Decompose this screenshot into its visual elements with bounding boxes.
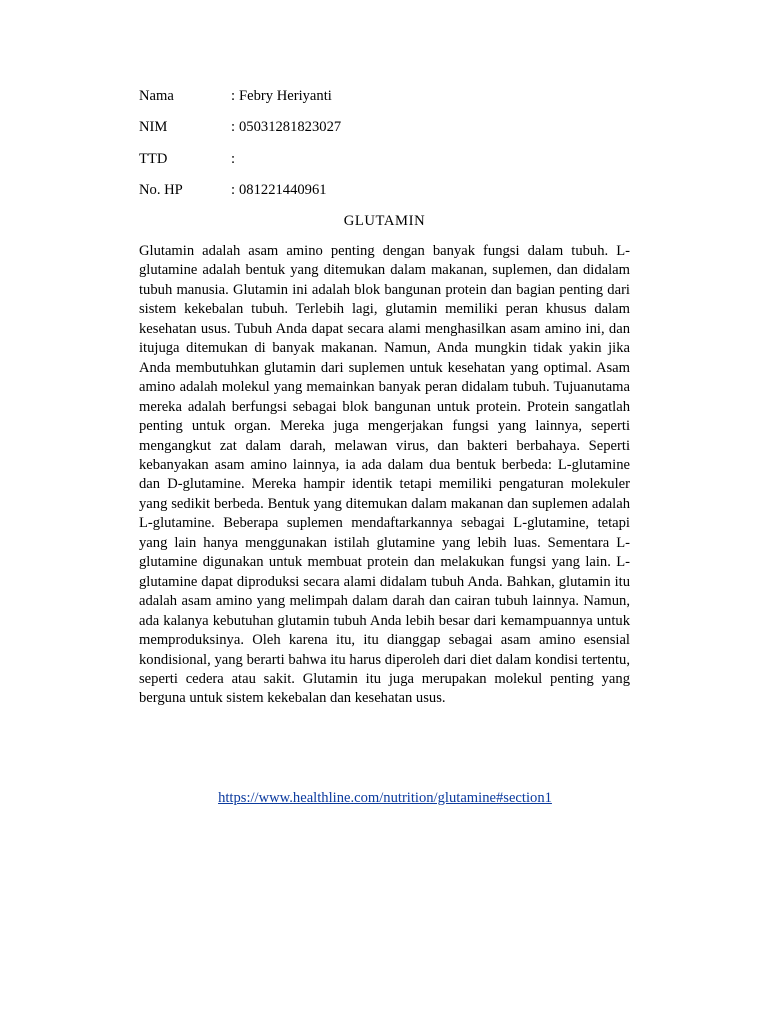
source-link[interactable]: https://www.healthline.com/nutrition/glutamine#section1 (218, 790, 552, 806)
info-value-nim: 05031281823027 (239, 119, 342, 136)
body-paragraph: Glutamin adalah asam amino penting dengan banyak fungsi dalam tubuh. L-glutamine adalah bentuk yang ditemukan dalam makanan, suplemen, dan didalam tubuh manusia. Glutamin ini adalah blok bangunan protein dan bagian penting dari sistem kekebalan tubuh. Terlebih lagi, glutamin memiliki peran khusus dalam kesehatan usus. Tubuh Anda dapat secara alami menghasilkan asam amino ini, dan itujuga ditemukan di banyak makanan. Namun, Anda mungkin tidak yakin jika Anda membutuhkan glutamin dari suplemen untuk kesehatan yang optimal. Asam amino adalah molekul yang memainkan banyak peran didalam tubuh. Tujuanutama mereka adalah berfungsi sebagai blok bangunan untuk protein. Protein sangatlah penting untuk organ. Mereka juga mengerjakan fungsi yang lainnya, seperti mengangkut zat dalam darah, melawan virus, dan bakteri berbahaya. Seperti kebanyakan asam amino lainnya, ia ada dalam dua bentuk berbeda: L-glutamine dan D-glutamine. Mereka hampir identik tetapi memiliki pengaturan molekuler yang sedikit berbeda. Bentuk yang ditemukan dalam makanan dan suplemen adalah L-glutamine. Beberapa suplemen mendaftarkannya sebagai L-glutamine, tetapi yang lain hanya menggunakan istilah glutamine yang lebih luas. Sementara L-glutamine digunakan untuk membuat protein dan melakukan fungsi yang lain. L-glutamine dapat diproduksi secara alami didalam tubuh Anda. Bahkan, glutamin itu adalah asam amino yang melimpah dalam darah dan cairan tubuh lainnya. Namun, ada kalanya kebutuhan glutamin tubuh Anda lebih besar dari kemampuannya untuk memproduksinya. Oleh karena itu, itu dianggap sebagai asam amino esensial kondisional, yang berarti bahwa itu harus diperoleh dari diet dalam kondisi tertentu, seperti cedera atau sakit. Glutamin itu juga merupakan molekul penting yang berguna untuk sistem kekebalan dan kesehatan usus. (139, 243, 630, 707)
info-separator: : (231, 119, 236, 136)
info-row-ttd (139, 149, 559, 180)
info-separator: : (231, 88, 236, 104)
info-separator: : (231, 150, 236, 167)
document-title: GLUTAMIN (343, 213, 426, 229)
student-info-table (139, 86, 559, 212)
info-value-phone: 081221440961 (239, 182, 327, 199)
info-row-phone (139, 180, 559, 211)
source-reference (0, 788, 768, 808)
info-value-name: Febry Heriyanti (239, 88, 332, 104)
info-separator: : (231, 182, 236, 199)
info-label-nim: NIM (139, 119, 168, 136)
info-row-nim (139, 117, 559, 148)
info-label-name: Nama (139, 88, 174, 104)
info-row-name (139, 86, 559, 117)
info-label-phone: No. HP (139, 182, 183, 199)
info-label-ttd: TTD (139, 150, 168, 167)
